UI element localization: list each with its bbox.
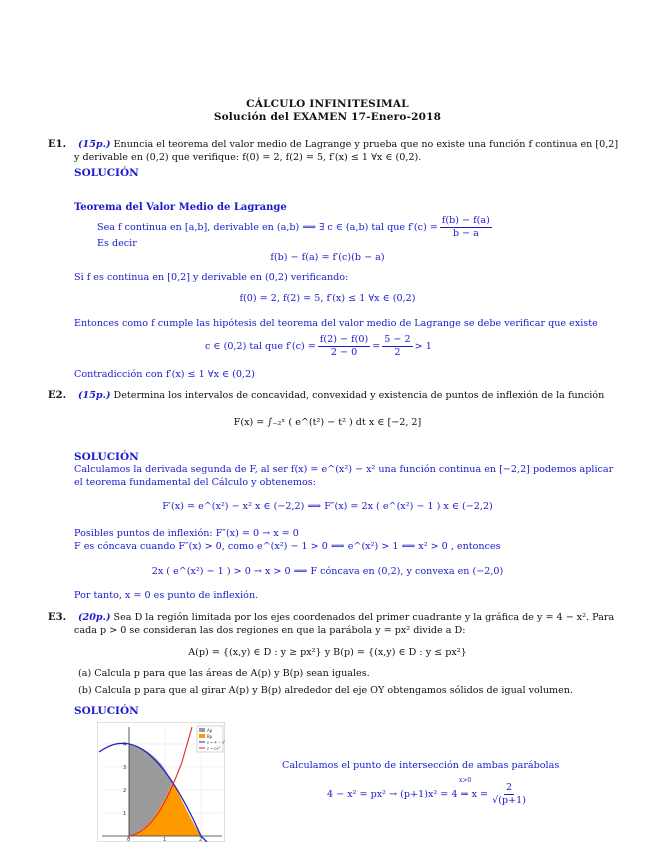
intersection-x-positive-note: x>0 [459, 777, 472, 784]
consequence-fraction-1 [318, 334, 370, 359]
regions-definition: A(p) = {(x,y) ∈ D : y ≥ px²} y B(p) = {(x,y) ∈ D : y ≤ px²} [188, 647, 467, 658]
consequence-fraction-1-numerator: f(2) − f(0) [319, 334, 369, 345]
derivatives-formula: F′(x) = e^(x²) − x² x ∈ (−2,2) ⟹ F″(x) = 2x ( e^(x²) − 1 ) x ∈ (−2,2) [162, 501, 493, 512]
tvm-fraction-denominator: b − a [452, 228, 479, 239]
question-b: (b) Calcula p para que al girar A(p) y B(p) alrededor del eje OY obtengamos sólidos de igual volumen. [78, 685, 574, 696]
contradiction-line: Contradicción con f′(x) ≤ 1 ∀x ∈ (0,2) [74, 369, 255, 380]
exercise-3-statement-text: Sea D la región limitada por los ejes coordenados del primer cuadrante y la gráfica de y = 4 − x². Para [113, 612, 615, 623]
legend-swatch-a [199, 728, 205, 732]
hypothesis-intro: Si f es continua en [0,2] y derivable en (0,2) verificando: [74, 272, 349, 283]
exercise-2-statement [78, 390, 604, 402]
exercise-2-solution-heading: SOLUCIÓN [74, 451, 139, 463]
legend [197, 726, 225, 752]
hypothesis-conditions: f(0) = 2, f(2) = 5, f′(x) ≤ 1 ∀x ∈ (0,2) [239, 293, 416, 304]
exercise-1-number: E1. [48, 139, 67, 150]
legend-swatch-b [199, 734, 205, 738]
function-definition: F(x) = ∫₋₂ˣ ( e^(t²) − t² ) dt x ∈ [−2, 2] [233, 417, 422, 428]
x-tick-2: 2 [199, 837, 203, 842]
exercise-3-number: E3. [48, 612, 67, 623]
exercise-3-points: (20p.) [78, 612, 111, 623]
x-tick-0: 0 [127, 837, 131, 842]
inflection-conclusion: Por tanto, x = 0 es punto de inflexión. [74, 590, 259, 601]
exercise-1-solution-heading: SOLUCIÓN [74, 167, 139, 179]
consequence-equation [205, 334, 432, 359]
y-tick-3: 3 [123, 765, 127, 771]
concavity-conclusion: 2x ( e^(x²) − 1 ) > 0 → x > 0 ⟹ F cóncava en (0,2), y convexa en (−2,0) [151, 566, 504, 577]
tvm-statement-text: Sea f continua en [a,b], derivable en (a,b) ⟹ ∃ c ∈ (a,b) tal que f′(c) = [97, 221, 438, 233]
consequence-fraction-2-numerator: 5 − 2 [384, 334, 411, 345]
regions-plot [97, 722, 225, 842]
exercise-2-statement-text: Determina los intervalos de concavidad, convexidad y existencia de puntos de inflexión de la función [113, 390, 605, 401]
es-decir-label: Es decir [97, 238, 137, 249]
legend-label-curve2: y = px² [207, 746, 221, 751]
legend-label-a: Ap [207, 728, 213, 733]
tvm-formula: f(b) − f(a) = f′(c)(b − a) [270, 252, 385, 263]
exercise-1-points: (15p.) [78, 139, 111, 150]
consequence-intro: Entonces como f cumple las hipótesis del teorema del valor medio de Lagrange se debe verificar que existe [74, 318, 598, 329]
document-subtitle: Solución del EXAMEN 17-Enero-2018 [213, 111, 442, 123]
intersection-fraction-denominator: √(p+1) [492, 795, 526, 806]
exercise-2-points: (15p.) [78, 390, 111, 401]
second-derivative-intro-2: el teorema fundamental del Cálculo y obtenemos: [74, 477, 316, 488]
inflection-candidates: Posibles puntos de inflexión: F″(x) = 0 → x = 0 [74, 528, 299, 539]
exercise-1-statement-line1 [78, 139, 618, 151]
exercise-3-solution-heading: SOLUCIÓN [74, 705, 139, 717]
legend-label-b: Bp [207, 734, 213, 739]
equals-sign: = [372, 340, 381, 352]
intersection-fraction-numerator: 2 [505, 782, 513, 793]
document-title: CÁLCULO INFINITESIMAL [246, 98, 409, 110]
tvm-fraction [440, 215, 492, 240]
intersection-fraction [490, 782, 528, 807]
intersection-heading: Calculamos el punto de intersección de ambas parábolas [282, 760, 560, 771]
exercise-1-statement-line2: y derivable en (0,2) que verifique: f(0) = 2, f(2) = 5, f′(x) ≤ 1 ∀x ∈ (0,2). [74, 152, 422, 163]
y-tick-4: 4 [123, 742, 127, 748]
intersection-equation [327, 782, 530, 807]
exercise-2-number: E2. [48, 390, 67, 401]
legend-label-curve1: y = 4 − x² [207, 740, 225, 745]
tvm-fraction-numerator: f(b) − f(a) [441, 215, 490, 226]
exercise-3-statement-line2: cada p > 0 se consideran las dos regiones en que la parábola y = px² divide a D: [74, 625, 466, 636]
concavity-condition: F es cóncava cuando F″(x) > 0, como e^(x²) − 1 > 0 ⟺ e^(x²) > 1 ⟺ x² > 0 , entonces [74, 541, 501, 552]
tvm-heading: Teorema del Valor Medio de Lagrange [74, 202, 287, 213]
exercise-1-statement-text: Enuncia el teorema del valor medio de Lagrange y prueba que no existe una función f continua en [0,2] [113, 139, 619, 150]
y-tick-2: 2 [123, 788, 127, 794]
tvm-statement [97, 215, 494, 240]
second-derivative-intro-1: Calculamos la derivada segunda de F, al ser f(x) = e^(x²) − x² una función continua en [−2,2] podemos aplicar [74, 464, 614, 475]
consequence-fraction-1-denominator: 2 − 0 [330, 347, 358, 358]
exercise-3-statement-line1 [78, 612, 614, 624]
x-tick-1: 1 [163, 837, 167, 842]
regions-figure [97, 722, 225, 842]
y-tick-1: 1 [123, 811, 127, 817]
consequence-fraction-2-denominator: 2 [394, 347, 401, 358]
greater-than-one: > 1 [414, 340, 432, 352]
question-a: (a) Calcula p para que las áreas de A(p) y B(p) sean iguales. [78, 668, 370, 679]
consequence-c-text: c ∈ (0,2) tal que f′(c) = [205, 340, 316, 352]
consequence-fraction-2 [382, 334, 412, 359]
intersection-equation-text: 4 − x² = px² → (p+1)x² = 4 ⇒ x = [327, 788, 489, 800]
